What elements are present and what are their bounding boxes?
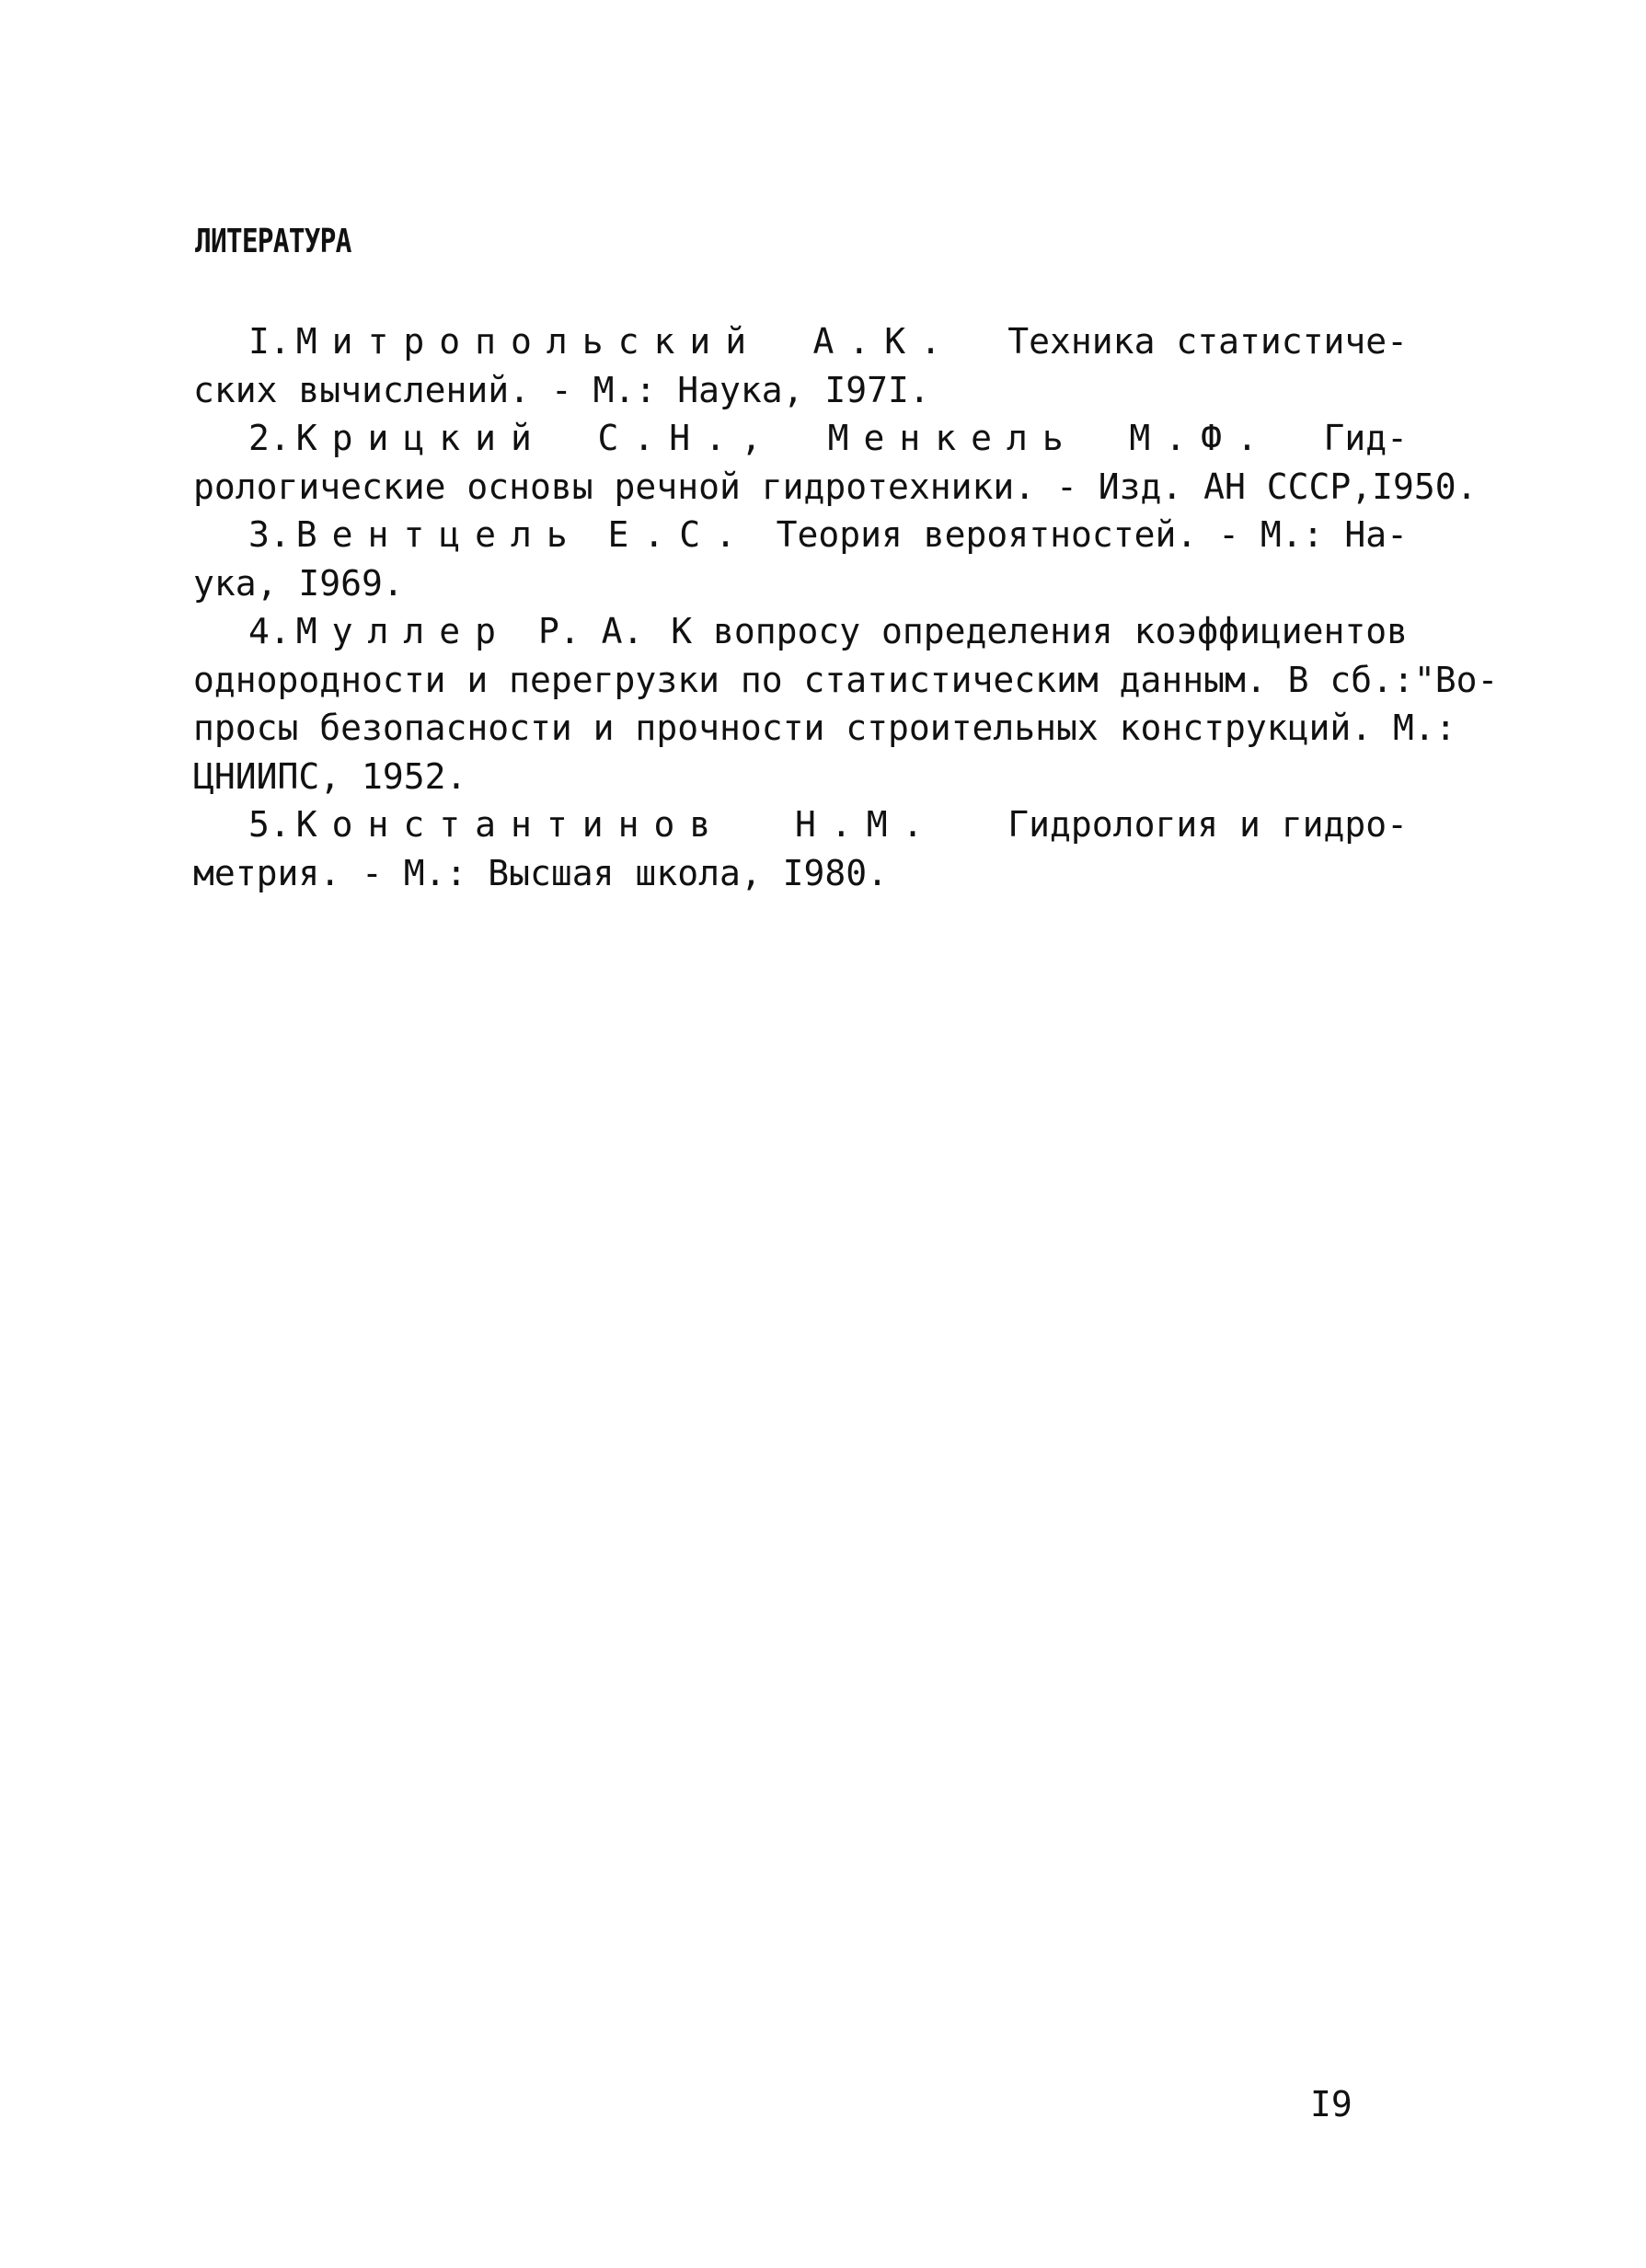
reference-title: Гидрология и гидро- — [1007, 804, 1408, 845]
reference-number: 5. — [248, 804, 291, 845]
reference-item-4 — [193, 607, 1499, 800]
reference-title: Техника статистиче- — [1007, 321, 1408, 362]
reference-line — [193, 800, 1408, 849]
reference-list — [193, 317, 1499, 897]
reference-coauthor-initials: М.Ф. — [1129, 418, 1272, 458]
reference-item-5 — [193, 800, 1408, 897]
reference-number: I. — [248, 321, 291, 362]
reference-title: Гид- — [1323, 418, 1408, 458]
reference-line — [193, 317, 1408, 366]
section-heading: ЛИТЕРАТУРА — [195, 223, 351, 260]
reference-author: Константинов — [295, 804, 726, 845]
reference-number: 2. — [248, 418, 291, 458]
reference-line — [193, 511, 1408, 559]
reference-number-and-author — [248, 511, 582, 559]
reference-continuation: ука, I969. — [193, 562, 404, 604]
reference-continuation: метрия. - М.: Высшая школа, I980. — [193, 852, 888, 893]
reference-number: 4. — [248, 611, 291, 651]
reference-item-2 — [193, 414, 1478, 511]
reference-number: 3. — [248, 514, 291, 555]
reference-number-and-author — [248, 607, 511, 656]
reference-initials: Е.С. — [607, 514, 751, 555]
reference-author: Крицкий — [295, 418, 547, 458]
reference-number-and-author — [248, 800, 725, 849]
reference-author: Муллер — [295, 611, 512, 651]
reference-line — [193, 414, 1408, 463]
reference-number-and-author — [248, 414, 547, 463]
reference-initials: Н.М. — [795, 804, 938, 845]
reference-continuation: просы безопасности и прочности строительных конструкций. М.: — [193, 708, 1456, 748]
reference-item-1 — [193, 317, 1408, 414]
reference-line — [193, 607, 1408, 656]
reference-title: Теория вероятностей. - М.: На- — [776, 514, 1408, 555]
reference-initials: Р. А. — [537, 611, 644, 651]
reference-continuation: ских вычислений. - М.: Наука, I97I. — [193, 369, 930, 410]
reference-initials: С.Н., — [597, 418, 777, 458]
reference-author: Вентцель — [295, 514, 582, 555]
reference-continuation: рологические основы речной гидротехники. - Изд. АН СССР,I950. — [193, 466, 1478, 507]
reference-continuation: ЦНИИПС, 1952. — [193, 755, 467, 797]
reference-coauthor: Менкель — [827, 418, 1078, 458]
page-number: I9 — [1310, 2084, 1352, 2124]
reference-author: Митропольский — [295, 321, 762, 362]
reference-item-3 — [193, 511, 1408, 607]
reference-continuation: однородности и перегрузки по статистическим данным. В сб.:"Во- — [193, 659, 1499, 700]
reference-title: К вопросу определения коэффициентов — [671, 611, 1408, 651]
reference-number-and-author — [248, 317, 761, 366]
reference-initials: А.К. — [812, 321, 956, 362]
